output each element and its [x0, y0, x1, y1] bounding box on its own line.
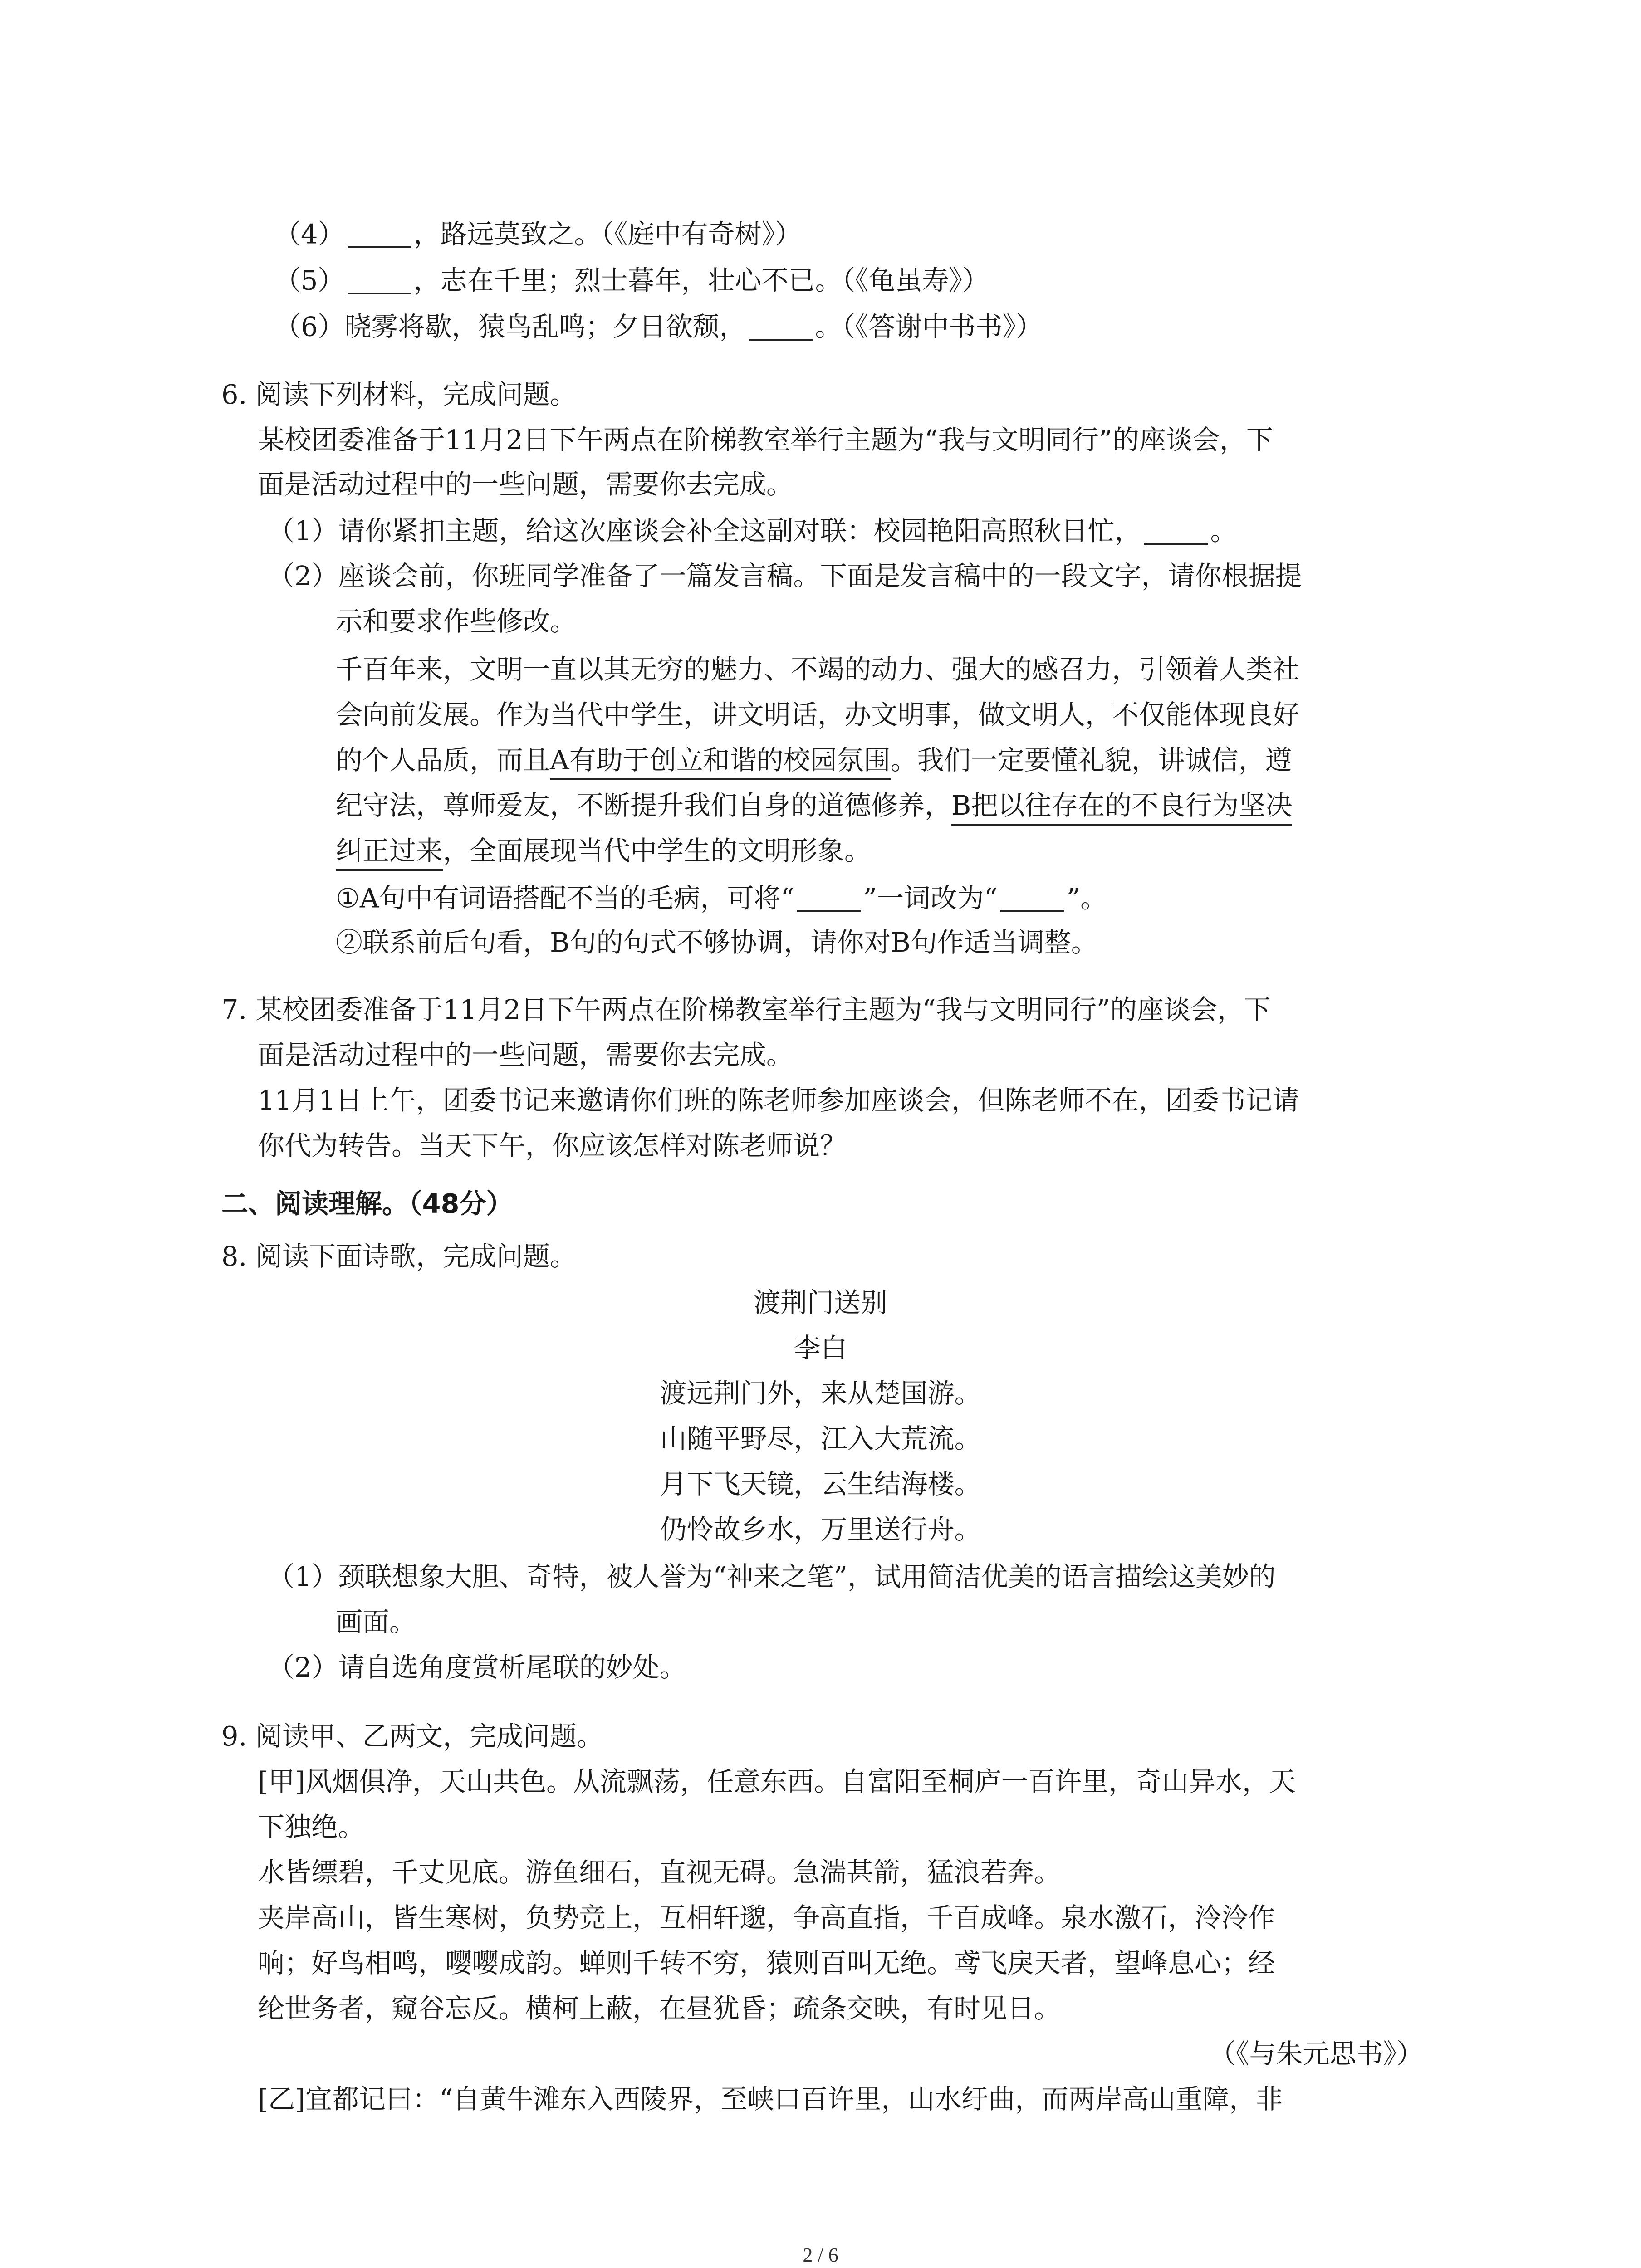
q8-sub2: （2）请自选角度赏析尾联的妙处。 — [268, 1652, 686, 1683]
q7-text: 你代为转告。当天下午，你应该怎样对陈老师说？ — [258, 1130, 847, 1161]
q6-paragraph: 纠正过来，全面展现当代中学生的文明形象。 — [336, 837, 871, 864]
q6-paragraph: 会向前发展。作为当代中学生，讲文明话，办文明事，做文明人，不仅能体现良好 — [336, 699, 1300, 730]
poem-title: 渡荆门送别 — [753, 1287, 887, 1318]
poem-line: 月下飞天镜，云生结海楼。 — [660, 1468, 981, 1500]
passage-jia: 纶世务者，窥谷忘反。横柯上蔽，在昼犹昏；疏条交映，有时见日。 — [258, 1993, 1061, 2024]
q6-task-2: ②联系前后句看，B句的句式不够协调，请你对B句作适当调整。 — [336, 927, 1098, 958]
q6-title: 6. 阅读下列材料，完成问题。 — [221, 379, 577, 410]
q6-intro: 面是活动过程中的一些问题，需要你去完成。 — [258, 469, 794, 500]
answer-blank[interactable] — [1000, 884, 1064, 912]
q6-paragraph: 纪守法，尊师爱友，不断提升我们自身的道德修养，B把以往存在的不良行为坚决 — [336, 792, 1292, 819]
q6-sub1: （1）请你紧扣主题，给这次座谈会补全这副对联：校园艳阳高照秋日忙， 。 — [268, 515, 1237, 547]
sentence-b-underline: 纠正过来 — [336, 835, 443, 871]
q7-text: 面是活动过程中的一些问题，需要你去完成。 — [258, 1039, 794, 1070]
q5-item-5: （5） ，志在千里；烈士暮年，壮心不已。（《龟虽寿》） — [274, 264, 989, 296]
section-heading: 二、阅读理解。（48分） — [221, 1188, 513, 1219]
poem-line: 渡远荆门外，来从楚国游。 — [660, 1378, 981, 1409]
sentence-b-underline: B把以往存在的不良行为坚决 — [951, 790, 1292, 826]
answer-blank[interactable] — [749, 312, 813, 341]
q8-title: 8. 阅读下面诗歌，完成问题。 — [221, 1241, 577, 1272]
passage-jia: 下独绝。 — [258, 1811, 365, 1843]
passage-yi: [乙]宜都记曰：“自黄牛滩东入西陵界，至峡口百许里，山水纡曲，而两岸高山重障，非 — [258, 2083, 1283, 2115]
poem-line: 仍怜故乡水，万里送行舟。 — [660, 1514, 981, 1545]
passage-jia: 夹岸高山，皆生寒树，负势竞上，互相轩邈，争高直指，千百成峰。泉水激石，泠泠作 — [258, 1902, 1275, 1933]
q6-task-1: ①A句中有词语搭配不当的毛病，可将“ ”一词改为“ ”。 — [336, 882, 1107, 914]
q7-text: 11月1日上午，团委书记来邀请你们班的陈老师参加座谈会，但陈老师不在，团委书记请 — [258, 1085, 1299, 1116]
answer-blank[interactable] — [348, 266, 411, 294]
q6-intro: 某校团委准备于11月2日下午两点在阶梯教室举行主题为“我与文明同行”的座谈会，下 — [258, 424, 1273, 455]
passage-jia: 水皆缥碧，千丈见底。游鱼细石，直视无碍。急湍甚箭，猛浪若奔。 — [258, 1857, 1061, 1888]
answer-blank[interactable] — [1144, 516, 1208, 545]
passage-source: （《与朱元思书》） — [1209, 2038, 1423, 2069]
q6-sub2: （2）座谈会前，你班同学准备了一篇发言稿。下面是发言稿中的一段文字，请你根据提 — [268, 560, 1302, 591]
q8-sub1: 画面。 — [336, 1606, 416, 1637]
poem-author: 李白 — [794, 1332, 847, 1364]
q7-text: 7. 某校团委准备于11月2日下午两点在阶梯教室举行主题为“我与文明同行”的座谈会，下 — [221, 994, 1271, 1025]
q8-sub1: （1）颈联想象大胆、奇特，被人誉为“神来之笔”，试用简洁优美的语言描绘这美妙的 — [268, 1561, 1276, 1592]
passage-jia: [甲]风烟俱净，天山共色。从流飘荡，任意东西。自富阳至桐庐一百许里，奇山异水，天 — [258, 1766, 1296, 1797]
answer-blank[interactable] — [348, 220, 411, 248]
answer-blank[interactable] — [797, 884, 861, 912]
poem-line: 山随平野尽，江入大荒流。 — [660, 1423, 981, 1454]
page-number: 2 / 6 — [803, 2244, 838, 2266]
q9-title: 9. 阅读甲、乙两文，完成问题。 — [221, 1721, 604, 1752]
q6-sub2: 示和要求作些修改。 — [336, 606, 577, 637]
q5-item-4: （4） ，路远莫致之。（《庭中有奇树》） — [274, 218, 802, 250]
q6-paragraph: 千百年来，文明一直以其无穷的魅力、不竭的动力、强大的感召力，引领着人类社 — [336, 654, 1300, 685]
q6-paragraph: 的个人品质，而且A有助于创立和谐的校园氛围。我们一定要懂礼貌，讲诚信，遵 — [336, 747, 1292, 773]
passage-jia: 响；好鸟相鸣，嘤嘤成韵。蝉则千转不穷，猿则百叫无绝。鸢飞戾天者，望峰息心；经 — [258, 1947, 1275, 1979]
q5-item-6: （6）晓雾将歇，猿鸟乱鸣；夕日欲颓， 。（《答谢中书书》） — [274, 311, 1043, 342]
sentence-a-underline: A有助于创立和谐的校园氛围 — [550, 744, 891, 780]
